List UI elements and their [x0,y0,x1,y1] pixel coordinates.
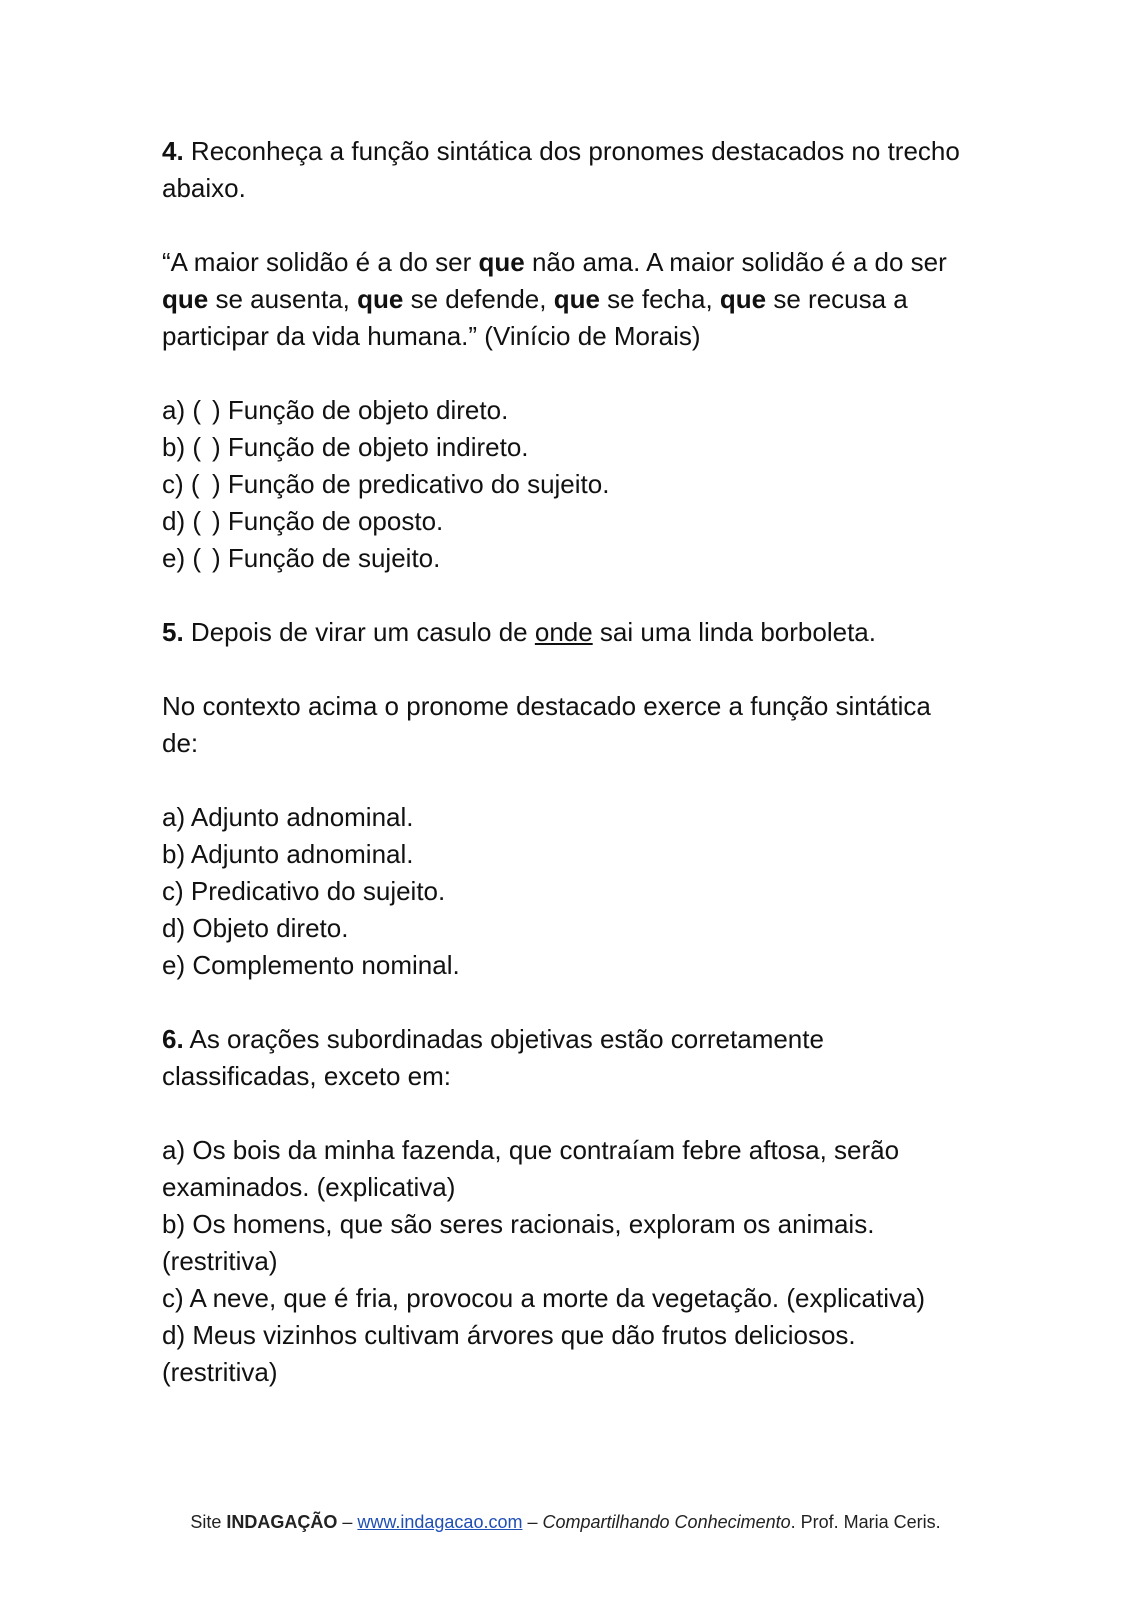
question-5-prompt: No contexto acima o pronome destacado exerce a função sintática de: [162,691,931,758]
highlighted-pronoun: que [478,247,525,277]
site-slogan: Compartilhando Conhecimento [542,1512,791,1532]
question-4-number: 4. [162,136,184,166]
option-item: a) Adjunto adnominal. [162,802,414,832]
page-footer: Site INDAGAÇÃO – www.indagacao.com – Compartilhando Conhecimento. Prof. Maria Ceris. [190,1512,941,1532]
option-checkbox[interactable]: c) ( [162,469,200,499]
highlighted-pronoun: que [553,284,600,314]
highlighted-pronoun: que [719,284,767,314]
option-item: b) Os homens, que são seres racionais, exploram os animais. (restritiva) [162,1209,875,1276]
question-5-options [162,799,962,984]
option-checkbox[interactable]: e) ( [162,543,201,573]
question-4-options [162,392,962,577]
question-4-quote: “A maior solidão é a do ser que não ama. A maior solidão é a do ser que se ausenta, que se defende, que se fecha, que se recusa a participar da vida humana.” (Vinício de Morais) [162,247,947,351]
question-6-options [162,1132,962,1391]
option-checkbox[interactable]: a) ( [162,395,201,425]
option-checkbox[interactable]: b) ( [162,432,201,462]
option-item: d) Meus vizinhos cultivam árvores que dão frutos deliciosos. (restritiva) [162,1320,856,1387]
question-4-prompt [162,133,962,207]
question-4-text: Reconheça a função sintática dos pronomes destacados no trecho abaixo. [162,136,960,203]
option-item: b) ( ) Função de objeto indireto. [162,429,962,466]
option-item: d) Objeto direto. [162,913,349,943]
option-item: a) Os bois da minha fazenda, que contraíam febre aftosa, serão examinados. (explicativa) [162,1135,900,1202]
option-item: d) ( ) Função de oposto. [162,503,962,540]
highlighted-pronoun: que [162,284,209,314]
option-item: c) Predicativo do sujeito. [162,876,446,906]
highlighted-pronoun: onde [534,617,593,647]
option-checkbox[interactable]: d) ( [162,506,201,536]
option-item: e) Complemento nominal. [162,950,460,980]
option-item: c) A neve, que é fria, provocou a morte da vegetação. (explicativa) [162,1283,926,1313]
option-item: a) ( ) Função de objeto direto. [162,392,962,429]
option-item: b) Adjunto adnominal. [162,839,414,869]
site-link[interactable]: www.indagacao.com [357,1512,523,1532]
question-5-sentence: 5. Depois de virar um casulo de onde sai uma linda borboleta. [162,617,876,647]
question-6-prompt: 6. As orações subordinadas objetivas estão corretamente classificadas, exceto em: [162,1024,824,1091]
option-item: e) ( ) Função de sujeito. [162,540,962,577]
option-item: c) ( ) Função de predicativo do sujeito. [162,466,962,503]
site-name: INDAGAÇÃO [226,1512,338,1532]
question-6-number: 6. [162,1024,184,1054]
highlighted-pronoun: que [357,284,404,314]
document-page [162,133,962,1391]
author-credit: . Prof. Maria Ceris. [790,1512,941,1532]
question-5-number: 5. [162,617,184,647]
